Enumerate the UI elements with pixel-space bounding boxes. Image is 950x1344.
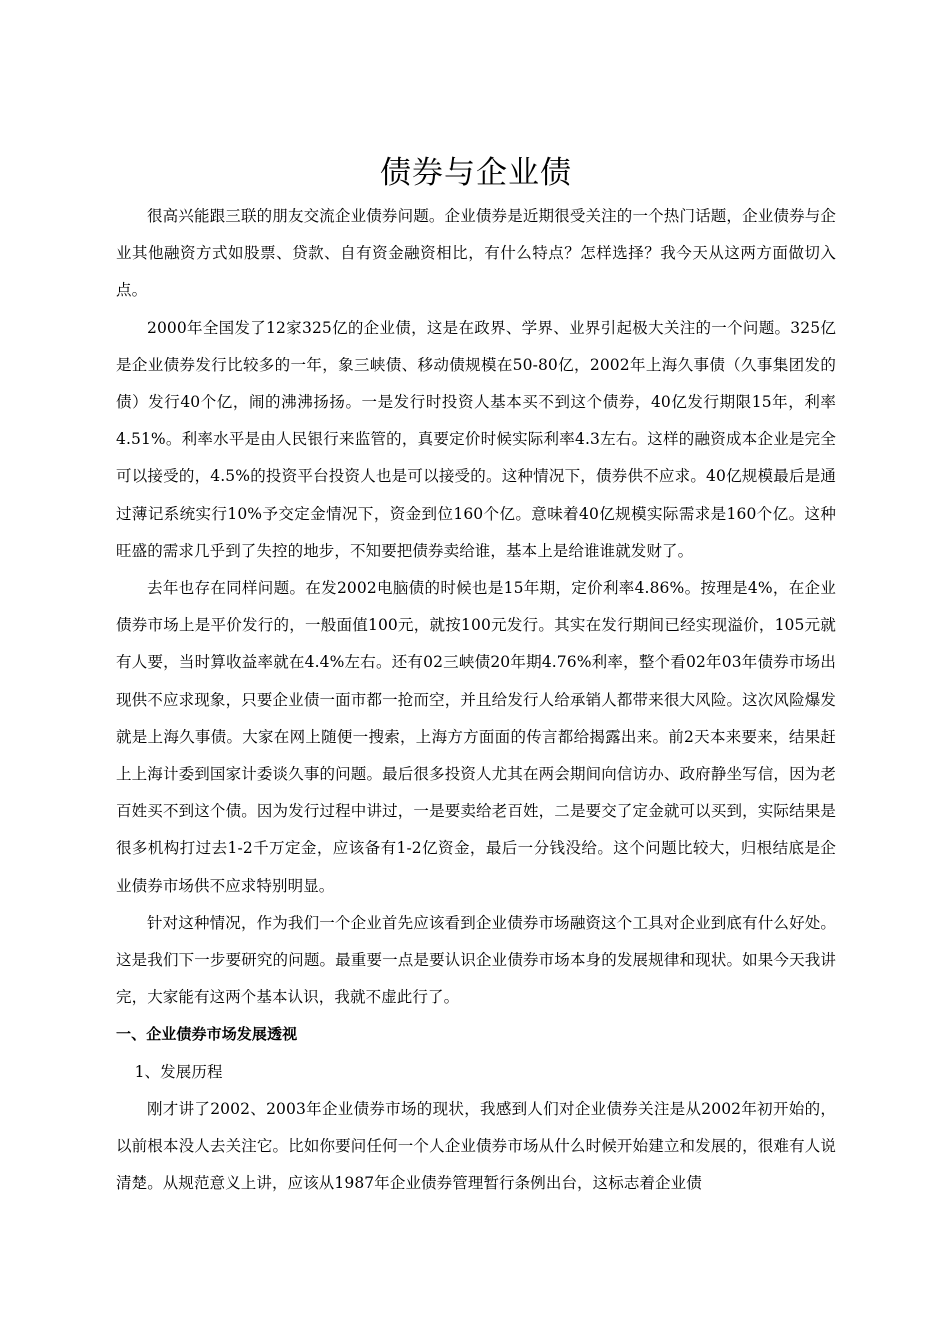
paragraph-benefits: 针对这种情况，作为我们一个企业首先应该看到企业债券市场融资这个工具对企业到底有什么好处。这是我们下一步要研究的问题。最重要一点是要认识企业债券市场本身的发展规律和现状。如果今天我讲完，大家能有这两个基本认识，我就不虚此行了。 [116, 913, 836, 1007]
subsection-heading: 1、发展历程 [134, 1062, 223, 1081]
paragraph-2000-bonds: 2000年全国发了12家325亿的企业债，这是在政界、学界、业界引起极大关注的一个问题。325亿是企业债券发行比较多的一年，象三峡债、移动债规模在50-80亿，2002年上海久事债（久事集团发的债）发行40个亿，闹的沸沸扬扬。一是发行时投资人基本买不到这个债券，40亿发行期限15年，利率4.51%。利率水平是由人民银行来监管的，真要定价时候实际利率4.3左右。这样的融资成本企业是完全可以接受的，4.5%的投资平台投资人也是可以接受的。这种情况下，债券供不应求。40亿规模最后是通过薄记系统实行10%予交定金情况下，资金到位160个亿。意味着40亿规模实际需求是160个亿。这种旺盛的需求几乎到了失控的地步，不知要把债券卖给谁，基本上是给谁谁就发财了。 [116, 318, 836, 560]
document-title: 债券与企业债 [380, 155, 572, 191]
document-body [116, 148, 836, 1202]
paragraph-last-year: 去年也存在同样问题。在发2002电脑债的时候也是15年期，定价利率4.86%。按理是4%，在企业债券市场上是平价发行的，一般面值100元，就按100元发行。其实在发行期间已经实现溢价，105元就有人要，当时算收益率就在4.4%左右。还有02三峡债20年期4.76%利率，整个看02年03年债券市场出现供不应求现象，只要企业债一面市都一抢而空，并且给发行人给承销人都带来很大风险。这次风险爆发就是上海久事债。大家在网上随便一搜索，上海方方面面的传言都给揭露出来。前2天本来要来，结果赶上上海计委到国家计委谈久事的问题。最后很多投资人尤其在两会期间向信访办、政府静坐写信，因为老百姓买不到这个债。因为发行过程中讲过，一是要卖给老百姓，二是要交了定金就可以买到，实际结果是很多机构打过去1-2千万定金，应该备有1-2亿资金，最后一分钱没给。这个问题比较大，归根结底是企业债券市场供不应求特别明显。 [116, 579, 836, 895]
section-heading: 一、企业债券市场发展透视 [116, 1025, 298, 1044]
paragraph-history: 刚才讲了2002、2003年企业债券市场的现状，我感到人们对企业债券关注是从2002年初开始的，以前根本没人去关注它。比如你要问任何一个人企业债券市场从什么时候开始建立和发展的，很难有人说清楚。从规范意义上讲，应该从1987年企业债券管理暂行条例出台，这标志着企业债 [116, 1099, 836, 1193]
paragraph-intro: 很高兴能跟三联的朋友交流企业债券问题。企业债券是近期很受关注的一个热门话题，企业债券与企业其他融资方式如股票、贷款、自有资金融资相比，有什么特点？怎样选择？我今天从这两方面做切入点。 [116, 207, 836, 300]
